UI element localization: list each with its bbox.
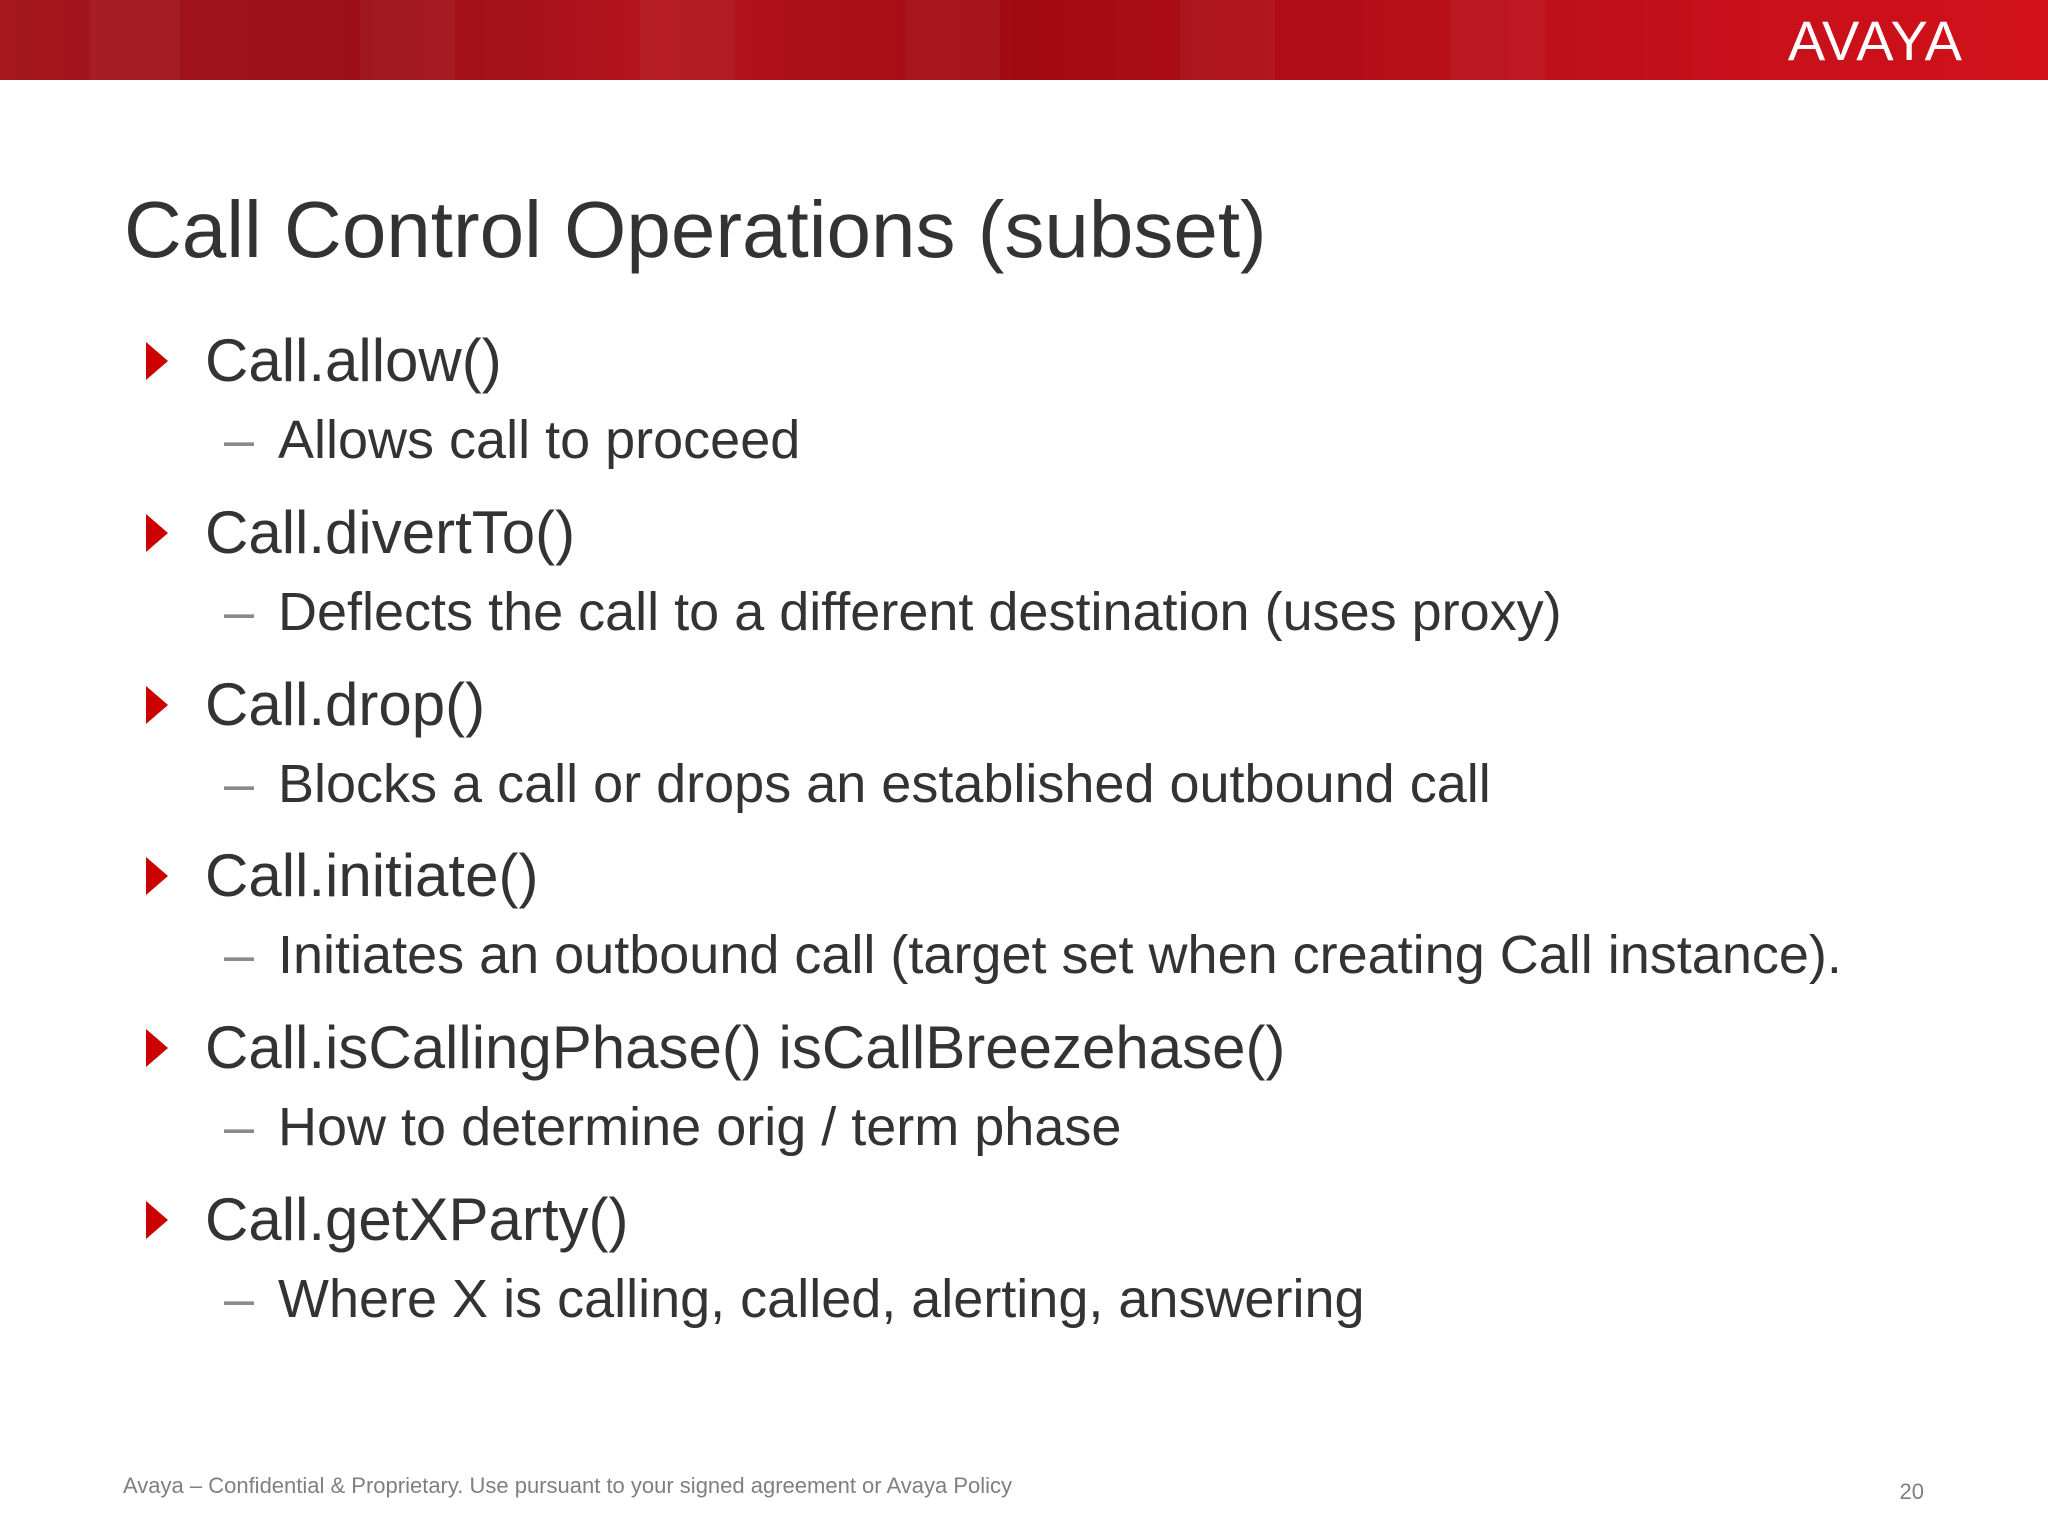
page-number: 20	[1899, 1479, 1924, 1504]
slide-title: Call Control Operations (subset)	[124, 185, 1267, 274]
item-label: Call.initiate()	[205, 842, 539, 909]
sub-dash: –	[224, 582, 255, 642]
avaya-logo	[1787, 8, 1963, 72]
item-description: Blocks a call or drops an established outbound call	[278, 754, 1491, 814]
item-label: Call.getXParty()	[205, 1186, 629, 1253]
header-bar	[0, 0, 2048, 80]
header-tile	[360, 0, 455, 80]
sub-dash: –	[224, 1269, 255, 1329]
bullet-arrow-icon	[146, 342, 168, 380]
bullet-arrow-icon	[146, 1201, 168, 1239]
item-label: Call.divertTo()	[205, 499, 576, 566]
bullet-arrow-icon	[146, 1029, 168, 1067]
bullet-arrow-icon	[146, 514, 168, 552]
header-tile	[1180, 0, 1275, 80]
confidentiality-footer: Avaya – Confidential & Proprietary. Use pursuant to your signed agreement or Avaya Policy	[123, 1473, 1013, 1498]
logo-text: AVAYA	[1787, 8, 1963, 72]
item-description: Deflects the call to a different destination (uses proxy)	[278, 582, 1562, 642]
item-label: Call.drop()	[205, 671, 486, 738]
sub-dash: –	[224, 410, 255, 470]
item-description: Where X is calling, called, alerting, answering	[278, 1269, 1365, 1329]
item-description: Initiates an outbound call (target set when creating Call instance).	[278, 925, 1842, 985]
header-tile	[1450, 0, 1545, 80]
sub-dash: –	[224, 754, 255, 814]
header-tile	[905, 0, 1000, 80]
sub-dash: –	[224, 1097, 255, 1157]
header-tile	[90, 0, 180, 80]
item-description: How to determine orig / term phase	[278, 1097, 1122, 1157]
item-label: Call.isCallingPhase() isCallBreezehase()	[205, 1014, 1286, 1081]
item-label: Call.allow()	[205, 327, 502, 394]
item-description: Allows call to proceed	[278, 410, 801, 470]
bullet-arrow-icon	[146, 857, 168, 895]
sub-dash: –	[224, 925, 255, 985]
bullet-arrow-icon	[146, 686, 168, 724]
header-tile	[640, 0, 735, 80]
